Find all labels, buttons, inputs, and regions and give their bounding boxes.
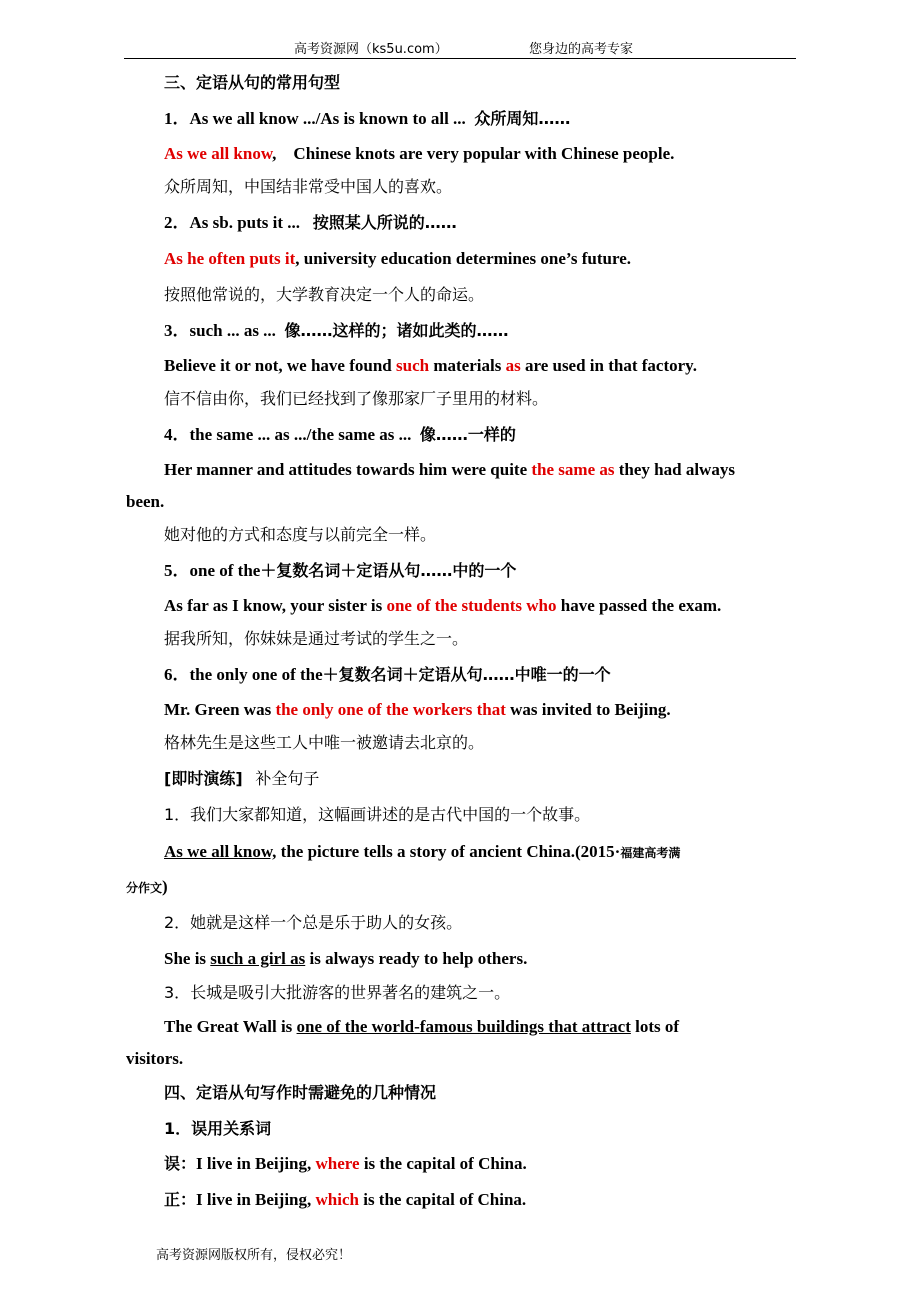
p5-heading: 5．one of the＋复数名词＋定语从句……中的一个 bbox=[164, 561, 517, 580]
p3-example: Believe it or not, we have found such materials as are used in that factory. bbox=[164, 356, 697, 375]
q1-chinese: 1．我们大家都知道，这幅画讲述的是古代中国的一个故事。 bbox=[164, 805, 591, 824]
page-footer: 高考资源网版权所有，侵权必究！ bbox=[156, 1248, 352, 1263]
p5-translation: 据我所知，你妹妹是通过考试的学生之一。 bbox=[164, 629, 469, 648]
p4-example: Her manner and attitudes towards him were quite the same as they had always bbox=[164, 460, 735, 479]
practice-heading: [即时演练] 补全句子 bbox=[164, 769, 320, 788]
q1-source-cont: 分作文) bbox=[126, 877, 168, 896]
q3-sentence-cont: visitors. bbox=[126, 1049, 184, 1068]
section4-sub1: 1．误用关系词 bbox=[164, 1119, 272, 1138]
header-site: 高考资源网（ks5u.com） bbox=[294, 42, 448, 57]
q2-sentence: She is such a girl as is always ready to help others. bbox=[164, 949, 528, 968]
p2-translation: 按照他常说的，大学教育决定一个人的命运。 bbox=[164, 285, 485, 304]
p3-translation: 信不信由你，我们已经找到了像那家厂子里用的材料。 bbox=[164, 389, 549, 408]
section3-title: 三、定语从句的常用句型 bbox=[164, 73, 341, 92]
q2-chinese: 2．她就是这样一个总是乐于助人的女孩。 bbox=[164, 913, 463, 932]
q2-answer: such a girl as bbox=[210, 949, 306, 968]
p1-example: As we all know, Chinese knots are very popular with Chinese people. bbox=[164, 144, 675, 163]
right-example: 正：I live in Beijing, which is the capital of China. bbox=[164, 1190, 527, 1209]
p2-example: As he often puts it, university education determines one’s future. bbox=[164, 249, 632, 268]
p6-heading: 6．the only one of the＋复数名词＋定语从句……中唯一的一个 bbox=[164, 665, 611, 684]
wrong-example: 误：I live in Beijing, where is the capital of China. bbox=[164, 1154, 527, 1173]
q3-sentence: The Great Wall is one of the world-famous buildings that attract lots of bbox=[164, 1017, 680, 1036]
p6-example: Mr. Green was the only one of the workers that was invited to Beijing. bbox=[164, 700, 671, 719]
p1-heading: 1．As we all know .../As is known to all ... 众所周知…… bbox=[164, 109, 571, 128]
p4-translation: 她对他的方式和态度与以前完全一样。 bbox=[164, 525, 437, 544]
q3-chinese: 3．长城是吸引大批游客的世界著名的建筑之一。 bbox=[164, 983, 511, 1002]
q1-sentence: As we all know, the picture tells a story of ancient China.(2015·福建高考满 bbox=[164, 842, 681, 861]
p6-translation: 格林先生是这些工人中唯一被邀请去北京的。 bbox=[164, 733, 485, 752]
p2-heading: 2．As sb. puts it ... 按照某人所说的…… bbox=[164, 213, 457, 232]
page-header bbox=[124, 36, 796, 59]
p5-example: As far as I know, your sister is one of the students who have passed the exam. bbox=[164, 596, 722, 615]
section4-title: 四、定语从句写作时需避免的几种情况 bbox=[164, 1083, 437, 1102]
p4-heading: 4．the same ... as .../the same as ... 像……一样的 bbox=[164, 425, 516, 444]
p1-translation: 众所周知，中国结非常受中国人的喜欢。 bbox=[164, 177, 453, 196]
q1-answer: As we all know, bbox=[164, 842, 277, 861]
p4-example-cont: been. bbox=[126, 492, 165, 511]
q3-answer: one of the world-famous buildings that attract bbox=[296, 1017, 631, 1036]
p3-heading: 3．such ... as ... 像……这样的；诸如此类的…… bbox=[164, 321, 509, 340]
header-slogan: 您身边的高考专家 bbox=[529, 42, 634, 57]
